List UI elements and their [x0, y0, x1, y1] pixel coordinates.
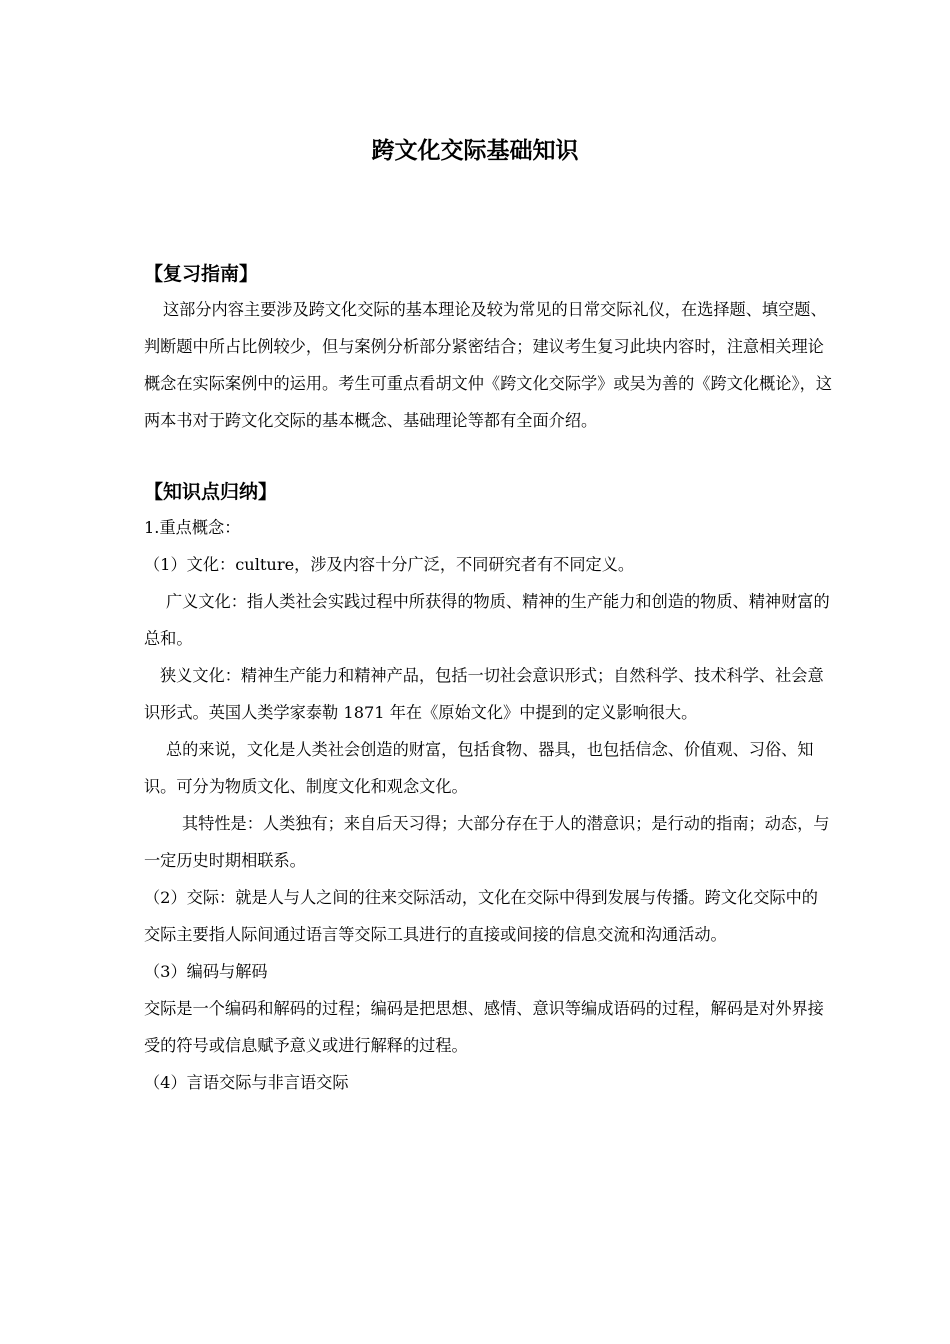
section-heading-knowledge-points: 【知识点归纳】 — [144, 481, 278, 503]
encoding-decoding-paragraph: 交际是一个编码和解码的过程；编码是把思想、感情、意识等编成语码的过程，解码是对外界接受的符号或信息赋予意义或进行解释的过程。 — [144, 999, 824, 1055]
section-spacer — [144, 439, 834, 475]
document-title: 跨文化交际基础知识 — [371, 138, 579, 164]
culture-summary-paragraph: 总的来说，文化是人类社会创造的财富，包括食物、器具，也包括信念、价值观、习俗、知识。可分为物质文化、制度文化和观念文化。 — [144, 740, 814, 796]
culture-traits-paragraph: 其特性是：人类独有；来自后天习得；大部分存在于人的潜意识；是行动的指南；动态，与一定历史时期相联系。 — [144, 814, 830, 870]
concept-encoding-heading: （3）编码与解码 — [144, 962, 268, 981]
narrow-culture-paragraph: 狭义文化：精神生产能力和精神产品，包括一切社会意识形式；自然科学、技术科学、社会意识形式。英国人类学家泰勒 1871 年在《原始文化》中提到的定义影响很大。 — [144, 666, 824, 722]
broad-culture-paragraph: 广义文化：指人类社会实践过程中所获得的物质、精神的生产能力和创造的物质、精神财富的总和。 — [144, 592, 830, 648]
section-heading-review-guide: 【复习指南】 — [144, 263, 259, 285]
concept-culture-paragraph: （1）文化：culture，涉及内容十分广泛，不同研究者有不同定义。 — [144, 555, 635, 574]
document-body — [144, 257, 834, 1101]
review-guide-paragraph: 这部分内容主要涉及跨文化交际的基本理论及较为常见的日常交际礼仪，在选择题、填空题、判断题中所占比例较少，但与案例分析部分紧密结合；建议考生复习此块内容时，注意相关理论概念在实际案例中的运用。考生可重点看胡文仲《跨文化交际学》或吴为善的《跨文化概论》，这两本书对于跨文化交际的基本概念、基础理论等都有全面介绍。 — [144, 300, 832, 430]
concept-verbal-nonverbal-heading: （4）言语交际与非言语交际 — [144, 1073, 349, 1092]
key-concepts-label: 1.重点概念： — [144, 518, 241, 537]
concept-communication-paragraph: （2）交际：就是人与人之间的往来交际活动，文化在交际中得到发展与传播。跨文化交际中的交际主要指人际间通过语言等交际工具进行的直接或间接的信息交流和沟通活动。 — [144, 888, 818, 944]
